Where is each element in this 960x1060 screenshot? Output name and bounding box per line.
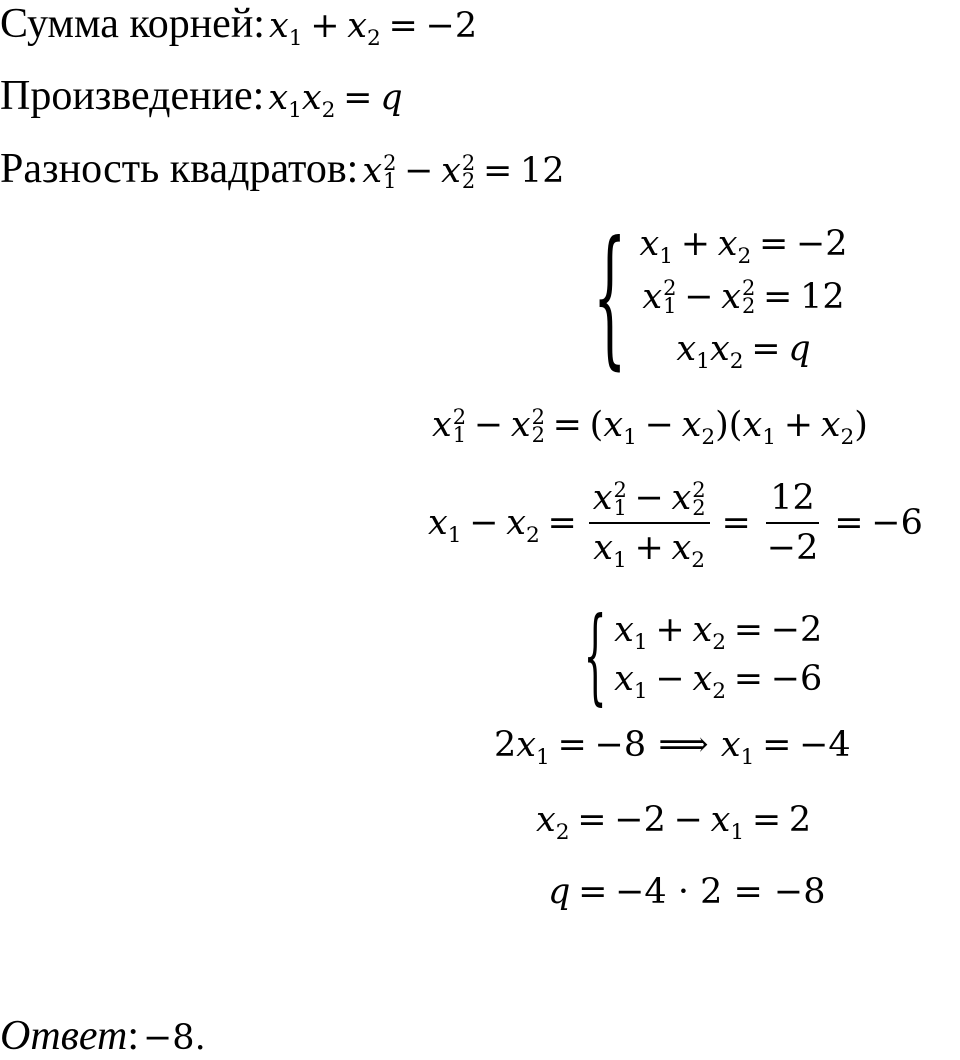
system-of-three-equations <box>562 209 848 384</box>
sum-equation: $x_1 + x_2 = -2$ <box>268 6 478 51</box>
system1-eq2: x 2 1 − x 2 2 = 12 <box>642 276 845 318</box>
fraction-12-over-minus2: $\frac{12}{-2}$ <box>766 478 819 568</box>
diff-squares-equation: x 2 1 − x 2 2 = 12 <box>362 150 565 193</box>
system-of-two-equations <box>562 594 823 716</box>
answer-value: −8. <box>142 1018 206 1058</box>
diff-squares-line <box>0 145 565 193</box>
sum-label: Сумма корней: <box>0 1 265 47</box>
product-equation: $x_1x_2 = q$ <box>268 78 403 123</box>
system1-eq1: $x_1 + x_2 = -2$ <box>639 224 848 269</box>
solve-q-line: q = −4 · 2 = −8 <box>548 872 826 912</box>
product-line <box>0 72 403 123</box>
answer-label: Ответ <box>0 1013 128 1059</box>
solve-x1-line: $2x_1 = -8$ ⟹ $x_1 = -4$ <box>494 725 851 770</box>
answer-separator: : <box>127 1013 139 1059</box>
sum-of-roots-line <box>0 0 478 51</box>
diff-squares-label: Разность квадратов: <box>0 146 359 192</box>
system1-eq3: $x_1x_2 = q$ <box>676 329 811 374</box>
answer-line <box>0 1012 206 1060</box>
factorization-line: x 2 1 − x 2 2 = $(x_1 - x_2)(x_1 + x_2)$ <box>432 404 868 450</box>
fraction-squares-over-sum: x 2 1 − x 2 2 $x_1 + x_2$ <box>589 478 710 568</box>
sum-value: −2 <box>425 6 478 46</box>
left-brace-small: { <box>583 594 607 716</box>
left-brace: { <box>593 209 627 384</box>
solve-x2-line: $x_2 = -2 - x_1 = 2$ <box>536 800 812 845</box>
difference-fraction-line: $x_1 - x_2$ = x 2 1 − x 2 2 $x_1 + x_2$ = $\frac{12}{-2}$ = −6 <box>428 477 923 573</box>
product-label: Произведение: <box>0 73 265 119</box>
system2-eq1: $x_1 + x_2 = -2$ <box>614 610 823 655</box>
system2-eq2: $x_1 - x_2 = -6$ <box>614 659 823 704</box>
